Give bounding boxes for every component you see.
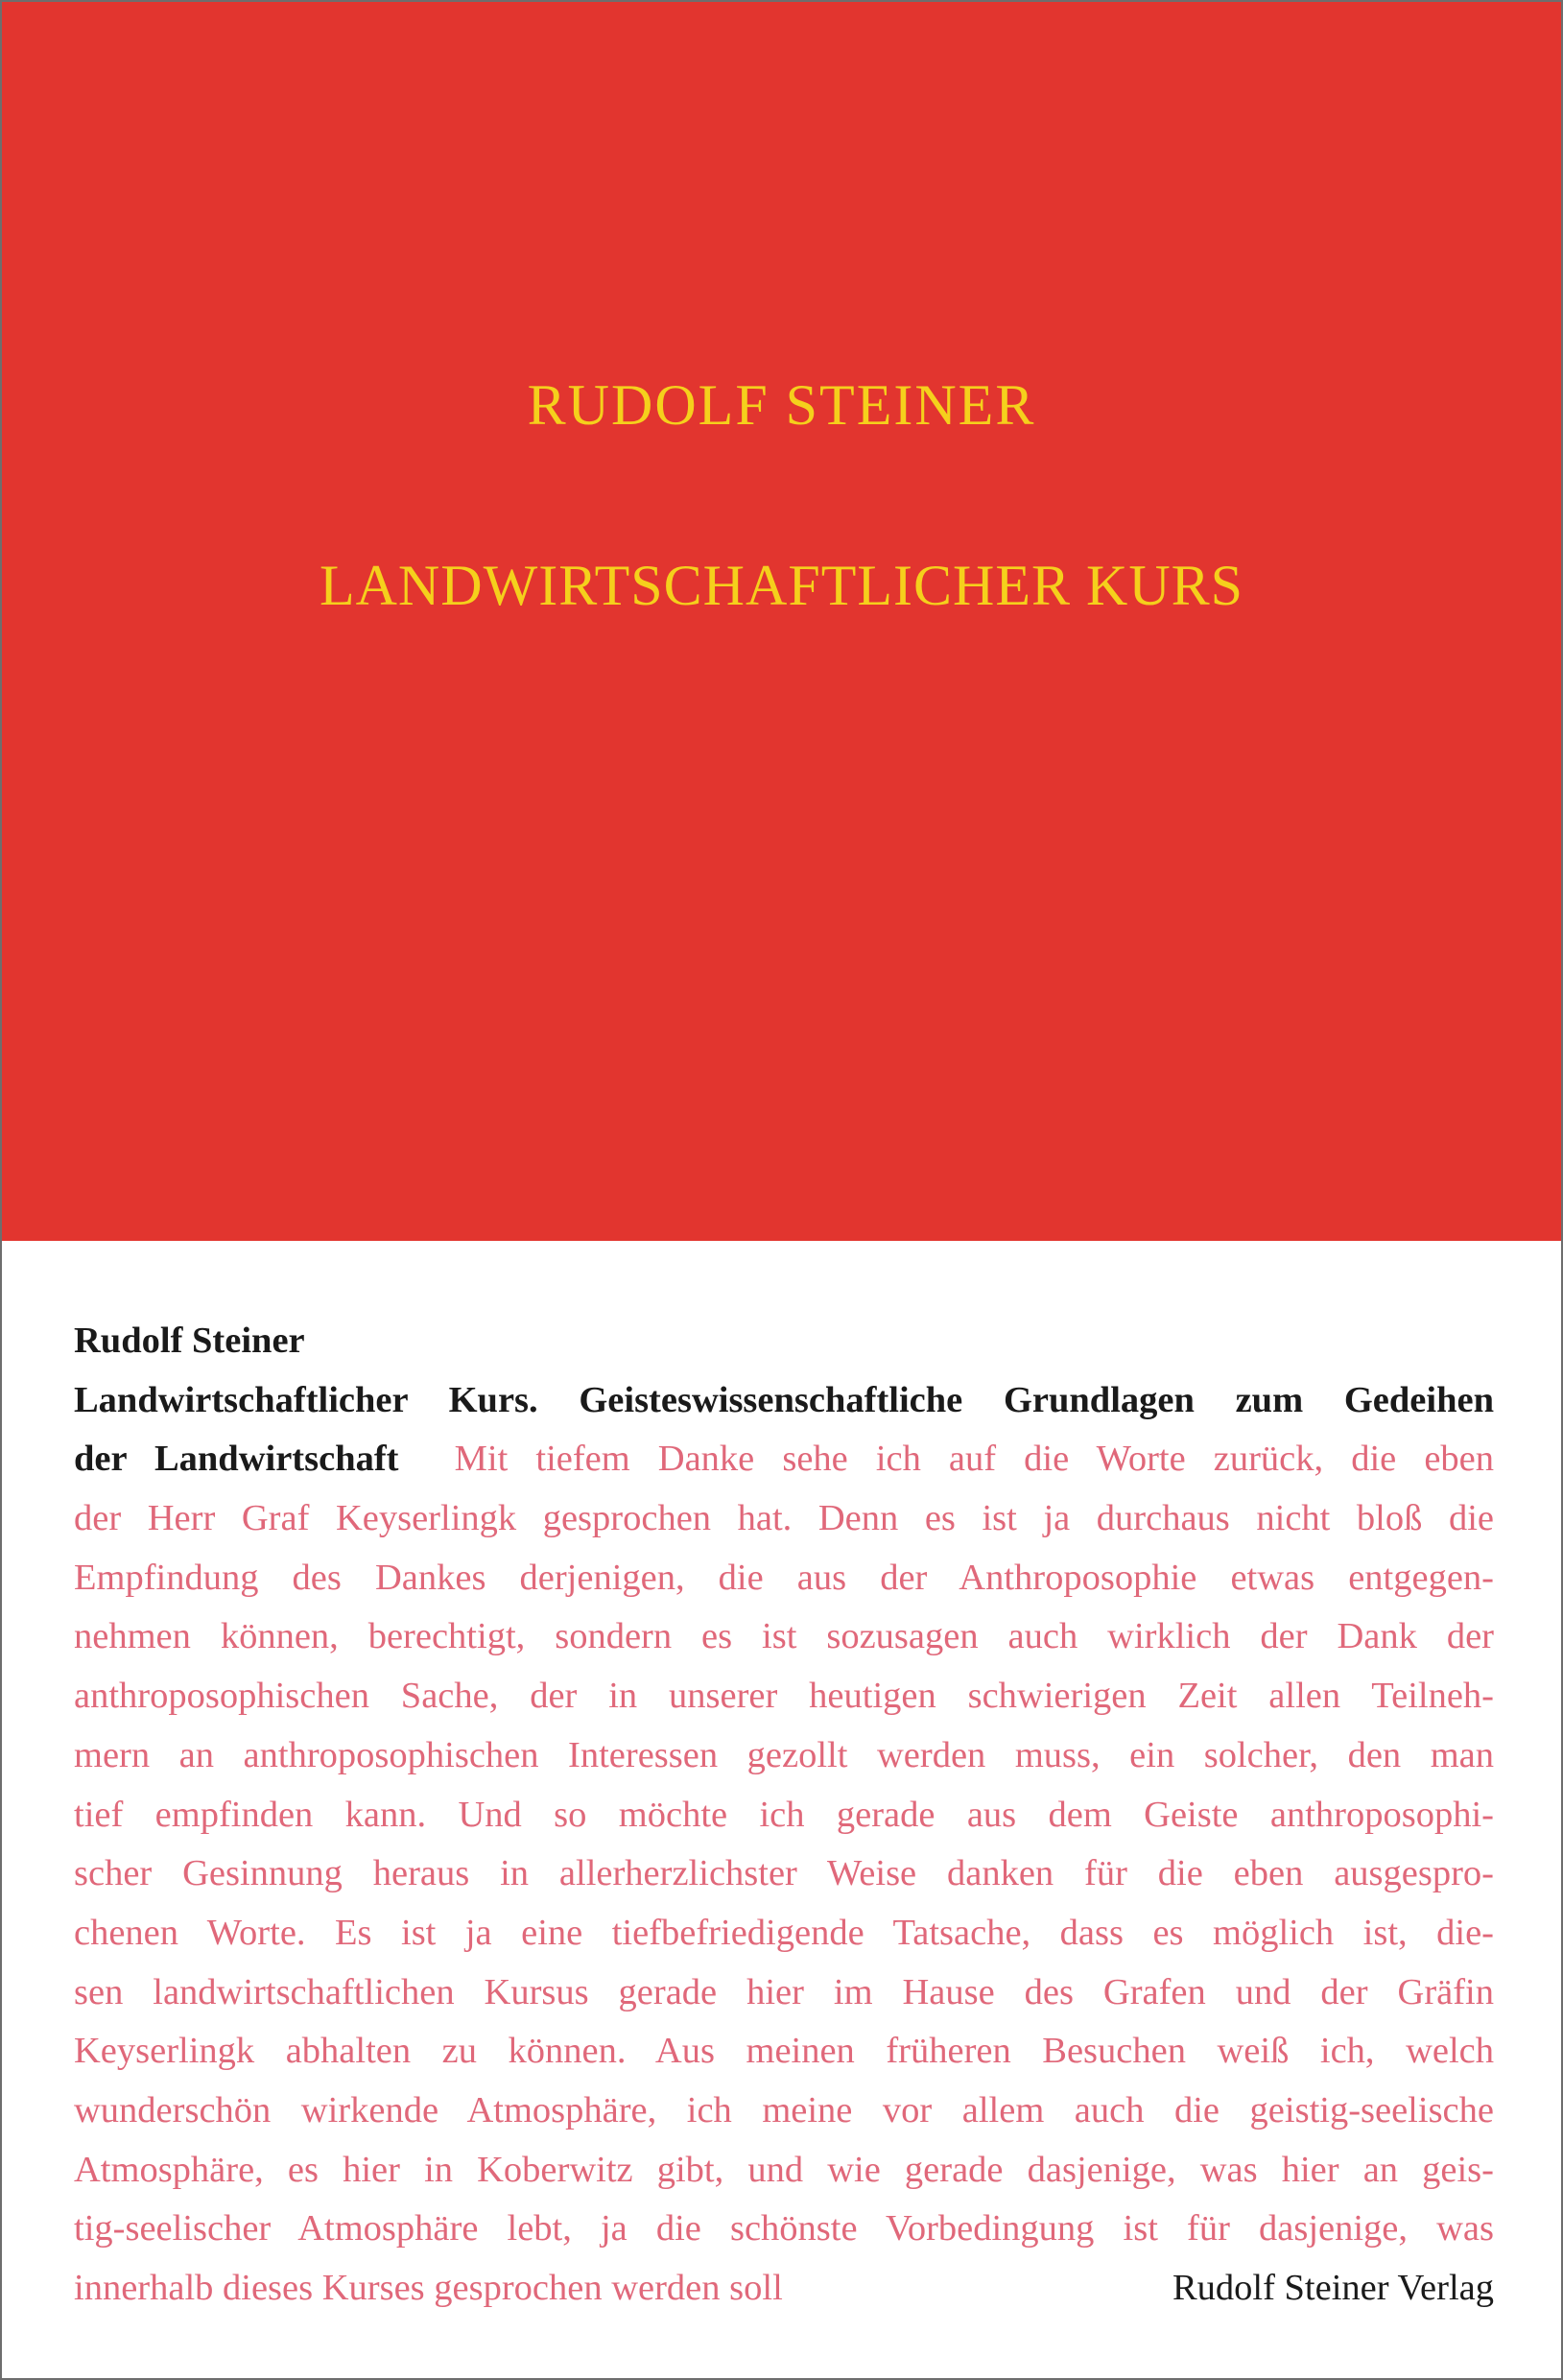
excerpt-line: mern an anthroposophischen Interessen gezollt werden muss, ein solcher, den man xyxy=(74,1734,1494,1775)
excerpt-line: tig-seelischer Atmosphäre lebt, ja die schönste Vorbedingung ist für dasjenige, was xyxy=(74,2208,1494,2249)
excerpt-line: Atmosphäre, es hier in Koberwitz gibt, und wie gerade dasjenige, was hier an geis- xyxy=(74,2149,1494,2190)
info-author: Rudolf Steiner xyxy=(74,1321,305,1361)
excerpt-line: scher Gesinnung heraus in allerherzlichster Weise danken für die eben ausgespro- xyxy=(74,1853,1494,1894)
info-title-line-2: der Landwirtschaft xyxy=(74,1439,399,1480)
publisher-name: Rudolf Steiner Verlag xyxy=(1172,2268,1494,2308)
excerpt-line: Mit tiefem Danke sehe ich auf die Worte zurück, die eben xyxy=(454,1439,1495,1480)
cover-red-panel xyxy=(2,2,1561,1241)
cover-author: RUDOLF STEINER xyxy=(527,373,1036,437)
excerpt-line: der Herr Graf Keyserlingk gesprochen hat. Denn es ist ja durchaus nicht bloß die xyxy=(74,1498,1494,1539)
excerpt-line: anthroposophischen Sache, der in unserer heutigen schwierigen Zeit allen Teilneh- xyxy=(74,1676,1494,1717)
info-title-line-2-with-excerpt xyxy=(74,1430,1494,1489)
excerpt-final-line xyxy=(74,2259,1494,2319)
excerpt-line: Empfindung des Dankes derjenigen, die aus der Anthroposophie etwas entgegen- xyxy=(74,1557,1494,1598)
excerpt-line: sen landwirtschaftlichen Kursus gerade hier im Hause des Grafen und der Gräfin xyxy=(74,1971,1494,2012)
excerpt-line: wunderschön wirkende Atmosphäre, ich meine vor allem auch die geistig-seelische xyxy=(74,2089,1494,2130)
excerpt-line: chenen Worte. Es ist ja eine tiefbefriedigende Tatsache, dass es möglich ist, die- xyxy=(74,1912,1494,1953)
excerpt-line: innerhalb dieses Kurses gesprochen werden soll xyxy=(74,2268,783,2308)
excerpt-line: tief empfinden kann. Und so möchte ich gerade aus dem Geiste anthroposophi- xyxy=(74,1794,1494,1835)
info-title-line-1: Landwirtschaftlicher Kurs. Geisteswissenschaftliche Grundlagen zum Gedeihen xyxy=(74,1379,1494,1420)
book-info-section xyxy=(74,1312,1494,2319)
excerpt-line: nehmen können, berechtigt, sondern es ist sozusagen auch wirklich der Dank der xyxy=(74,1616,1494,1657)
cover-title: LANDWIRTSCHAFTLICHER KURS xyxy=(319,554,1244,617)
excerpt-line: Keyserlingk abhalten zu können. Aus meinen früheren Besuchen weiß ich, welch xyxy=(74,2031,1494,2072)
